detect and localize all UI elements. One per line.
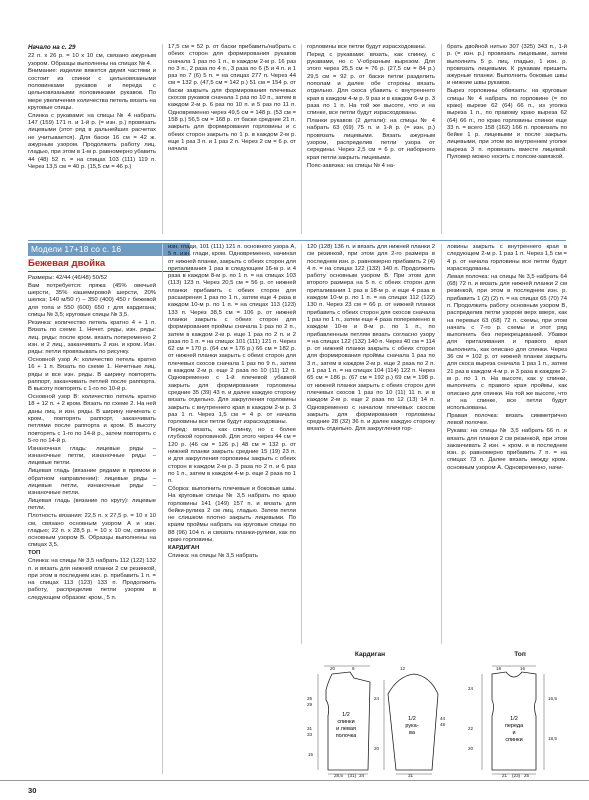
svg-text:31: 31 — [307, 726, 313, 731]
svg-text:22: 22 — [468, 726, 474, 731]
paragraph: Вам потребуется: пряжа (45% овечьей шерсти, 35% кашемировой шерсти, 20% шелка; 140 м/50 г) – 350 (400) 450 г бежевой для топа и 550 (600) 650 г для кардигана; спицы № 3,5; круговые спицы № 3,5. — [28, 282, 156, 319]
continued-label: Начало на с. 29 — [28, 44, 76, 51]
paragraph: Рукава: на спицы № 3,5 набрать 66 п. и вязать для планки 2 см резинкой, при этом заканчивать 2 изн. + кром. и в последнем изн. р. равномерно прибавить 7 п. = на спицах 73 п. Далее вязать между кром. основным узором А. Одновременно, начи- — [447, 428, 567, 471]
paragraph: Спинка: на спицы № 3,5 набрать — [168, 552, 258, 559]
svg-text:34: 34 — [359, 773, 365, 778]
svg-text:48: 48 — [440, 722, 446, 727]
top-schematic — [462, 660, 566, 778]
top-column-4 — [447, 44, 567, 162]
cardigan-sleeve-outline — [388, 674, 438, 770]
paragraph: Внимание: изделие вяжется двумя частями и состоит из спинки с цельновязаными половинками рукавов и переда с цельновязаными половинками рукавов. По мере увеличения количества петель вязать на круговые спицы. — [28, 68, 156, 111]
svg-text:спинки: спинки — [505, 737, 523, 743]
column-divider — [441, 244, 442, 644]
footer-rule — [0, 780, 589, 781]
column-divider — [301, 244, 302, 644]
paragraph: Левая полочка: на спицы № 3,5 набрать 64 (68) 72 п. и вязать для нижней планки 2 см резинкой, при этом в последнем изн. р. прибавить 1 (2) (2) п. = на спицах 65 (70) 74 п. Продолжить работу основным узором В, распределив петли узором верх вверх, как на перевых 63 (68) 72 п. схемы, при этом начать с 7-го р. схемы и этот ряд выполнить без перекрещиваний. Убавки для приталивания и правого края выполнить, как описано для спинки. Через 36 см = 102 р. от нижней планки закрыть для скоса выреза сначала 1 раз 1 п., затем 21 раз в каждом 4-м р. и 3 раза в каждом 2-м р. по 1 п. На высоте, как у спинки, выполнить с правого края проймы, как описано для спинки. На той же высоте, что и на спинке, все петли будут использованы. — [447, 273, 567, 412]
paragraph: изн. глади, 101 (111) 121 п. основного узора А, 5 п. изн. глади, кром. Одновременно, начиная от нижней планки, закрыть с обеих сторон для приталивания 1 раз в следующем 16-м р. и 4 раза в каждом 8-м р. по 1 п. = на спицах 103 (113) 123 п. Через 20,5 см = 56 р. от нижней планки прибавить с обеих сторон для расширения 1 раз по 1 п., затем еще 4 раза в каждом 10-м р. по 1 п. = на спицах 113 (123) 133 п. Через 38,5 см = 106 р. от нижней планки закрыть с обеих сторон для формирования проймы сначала 1 раз по 2 п., затем в каждом 2-м р. еще 1 раз по 2 п. и 2 раза по 1 п. = на спицах 101 (111) 121 п. Через 62 см = 170 р. (64 см = 176 р.) 66 см = 182 р. от нижней планки закрыть с обеих сторон для плечевых скосов сначала 1 раз по 9 п., затем в каждом 2-м р. еще 2 раза по 10 (11) 12 п. Одновременно с 1-й плечевой убавкой закрыть для формирования горловины средние 35 (39) 43 п. и далее каждую сторону вязать отдельно. Для закругления горловины закрыть с внутреннего края в каждом 2-м р. 3 раз 1 п. Через 1,5 см = 4 р. от начала горловины все петли будут израсходованы. — [168, 244, 296, 426]
paragraph: Размеры: 42/44 (46/48) 50/52 — [28, 275, 108, 281]
paragraph: Основной узор А: количество петель кратно 16 + 1 п. Вязать по схеме 1. Нечетные лиц. ряды и все изн. ряды. В ширину повторять раппорт, заканчивать петлей после раппорта. В высоту повторять с 1-го по 10-й р. — [28, 357, 156, 393]
paragraph: Спинка с рукавами: на спицы № 4 набрать 147 (159) 171 п. и 1-й р. (= изн. р.) провязать лицевыми (этот ряд в дальнейших расчетах не учитывается). Для баски 16 см = 42 ж. ажурным узором. Продолжить работу лиц. гладью, при этом в 1-м р. равномерно убавить 44 (48) 52 п. = на спицах 103 (111) 119 п. Через 13,5 см = 40 р. (15,5 см = 46 р.) — [28, 112, 156, 170]
column-divider — [162, 44, 163, 234]
paragraph: Перед: вязать, как спинку, но с более глубокой горловиной. Для этого через 44 см = 120 р. (46 см = 126 р.) 48 см = 132 р. от нижней планки закрыть средние 15 (19) 23 п. и для закругления горловины закрыть с обеих сторон в каждом 2-м р. 3 раза по 2 п. и 6 раз по 1 п., затем в каждом 4-м р. еще 2 раза по 1 п. — [168, 427, 296, 485]
paragraph: Вырез горловины обвязать: на круговые спицы № 4 набрать по горловине (= по краю) вырезе 62 (64) 66 п., из уголка выреза 1 п., по правому краю выреза 62 (64) 66 п., по краю горловины спинки еще 33 п. = всего 158 (162) 166 п. провязать по бейке 1 р. лицевыми и после закрыть лицевыми, при этом во внутреннем уголке выреза 3 п. провязать вместе лицевой. Пуловер можно носить с поясом-завязкой. — [447, 88, 567, 161]
paragraph: Спинка: на спицы № 3,5 набрать 112 (122) 132 п. и вязать для нижней планки 2 см резинкой, при этом в последнем изн. р. прибавить 1 п. = на спицах 113 (123) 133 п. Продолжить работу, распределив петли узором в следующем образом: кром., 5 п. — [28, 558, 156, 601]
svg-text:и: и — [512, 730, 516, 736]
svg-text:31: 31 — [408, 773, 414, 778]
paragraph: Резинка: количество петель кратно 4 + 1 п. Вязать по схеме 1. Нечет. ряды, изн. ряды: лиц. ряды: после кром. вязать попеременно 2 изн. и 2 лиц., заканчивать 2 изн. и кром. Изн. ряды: петли провязывать по рисунку. — [28, 319, 156, 356]
top-schematic-svg — [462, 660, 566, 778]
title-underline — [28, 271, 190, 272]
svg-text:29: 29 — [307, 702, 313, 707]
paragraph: Правая полочка: вязать симметрично левой полочке. — [447, 413, 567, 427]
paragraph: Планки рукавов (2 детали): на спицы № 4 набрать 63 (69) 75 п. и 1-й р. (= изн. р.) провязать лицевыми. Вязать ажурным узором, распределив петли узора от середины. Через 2,5 см = 6 р. от наборного края петли закрыть лицевыми. — [307, 118, 435, 161]
section-title: Бежевая двойка — [28, 258, 106, 269]
svg-text:16: 16 — [520, 666, 526, 671]
svg-text:21: 21 — [502, 773, 508, 778]
svg-text:20: 20 — [374, 746, 380, 751]
svg-text:18: 18 — [496, 666, 502, 671]
svg-text:15: 15 — [308, 752, 314, 757]
svg-text:и левая: и левая — [336, 726, 356, 732]
paragraph: 17,5 см = 52 р. от баски прибавить/набрать с обеих сторон для формирования рукавов сначала 1 раз по 1 п., в каждом 2-м р. 16 раз по 3 п., 2 раза по 4 п., 3 раза по 6 (5 и 4 п. и 1 раз по 7 (6) 5 п. = на спицах 277 п. Через 44 см = 132 р. (47,5 см = 142 р.) 51 см = 154 р. от баски закрыть для формирования плечевых скосов рукавов сначала 1 раз по 10 п., затем в каждом 2-м р. 6 раз по 10 п. и 5 раз по 11 п. Одновременно через 49,5 см = 148 р. (53 см = 158 р.) 56,5 см = 168 р. от баски средние 21 п. закрыть для формирования горловины и с обеих сторон закрыть по 1 р. в каждом 2-м р. еще 1 раз 3 п. и 1 раз 2 п. Через 2 см = 6 р. от начала — [168, 44, 296, 153]
paragraph: Лицевая гладь (вязание рядами в прямом и обратном направлении): лицевые ряды – лицевые петли, изнаночные ряды – изнаночные петли. — [28, 468, 156, 497]
svg-text:рука-: рука- — [405, 723, 419, 729]
section-separator — [28, 240, 566, 241]
bottom-column-3 — [307, 244, 435, 434]
subheading: ТОП — [28, 550, 41, 557]
svg-text:1/2: 1/2 — [408, 716, 416, 722]
paragraph: Перед с рукавами: вязать, как спинку, с рукавами, но с V-образным вырезом. Для этого через 25,5 см = 76 р. (27,5 см = 84 р.) 29,5 см = 92 р. от баски петли разделить пополам и далее обе стороны вязать отдельно. Для скоса убавить с внутреннего края в каждом 4-м р. 9 раз и в каждом 6-м р. 3 раза по 1 п. На той же высоте, что и на спинке, все петли будут израсходованы. — [307, 51, 435, 117]
paragraph: Пояс-завязка: на спицы № 4 на- — [307, 162, 395, 169]
paragraph: 22 п. х 26 р. = 10 х 10 см, связано ажурным узором. Образцы выполнены на спицах № 4. — [28, 53, 156, 67]
svg-text:33: 33 — [307, 732, 313, 737]
section-label: Модели 17+18 со с. 16 — [28, 243, 190, 256]
svg-text:полочка: полочка — [335, 733, 357, 739]
paragraph: брать двойной нитью 307 (325) 343 п., 1-й р. (= изн. р.) провязать лицевыми, затем выполнить 5 р. лиц. гладью, 1 изн. р. провязать лицевыми. К рукавам пришить ажурные планки. Выполнить боковые швы и нижние швы рукавов. — [447, 44, 567, 87]
svg-text:25: 25 — [524, 773, 530, 778]
top-column-2 — [168, 44, 296, 154]
svg-text:6: 6 — [352, 666, 355, 671]
cardigan-diagram-title: Кардиган — [354, 651, 386, 658]
paragraph: горловины все петли будут израсходованы. — [307, 44, 427, 50]
cardigan-schematic — [304, 660, 452, 778]
paragraph: Плотность вязания: 22,5 п. х 27,5 р. = 10 х 10 см, связано основным узором А и изн. гладью; 22 п. х 28,5 р. = 10 х 10 см, связано основным узором В. Образцы выполнены на спицах 3,5. — [28, 513, 156, 549]
svg-text:44: 44 — [440, 716, 446, 721]
column-divider — [301, 44, 302, 234]
svg-text:18,5: 18,5 — [548, 736, 557, 741]
paragraph: ловины закрыть с внутреннего края в следующем 2-м р. 1 раз 1 п. Через 1,5 см = 4 р. от начала горловины все петли будут израсходованы. — [447, 244, 567, 272]
svg-text:24: 24 — [468, 686, 474, 691]
paragraph: 120 (128) 136 п. и вязать для нижней планки 2 см резинкой, при этом для 2-го размера в последнем изн. р. равномерно прибавить 2 (4) 4 п. = на спицах 122 (132) 140 п. Продолжить работу основным узором В. При этом для второго размера на 5 п. с обеих сторон для приталивания 1 раз в 18-м р. и еще 4 раза в каждом 10-м р. по 1 п. = на спицах 112 (122) 130 п. Через 23 см = 66 р. от нижней планки прибавить с обеих сторон для скосов сначала 1 раз по 1 п., затем еще 4 раза попеременно в каждом 10-м и 8-м р. по 1 п., по прибавленным петлям вязать согласно узору = на спицах 122 (132) 140 п. Через 40 см = 114 р. от нижней планки закрыть с обеих сторон для формирования проймы сначала 1 раз по 3 п., затем в каждом 2-м р. еще 2 раза по 2 п. и 1 раз 1 п. = на спицах 104 (114) 122 п. Через 65 см = 186 р. (67 см = 192 р.) 69 см = 198 р. от нижней планки закрыть с обеих сторон для плечевых скосов 1 раз по 10 (11) 11 п. и в каждом 2-м р. еще 2 раза по 12 (13) 14 п. Одновременно с началом плечевых скосов закрыть для формирования горловины средние 28 (32) 36 п. и далее каждую сторону вязать отдельно. Для закругления гор- — [307, 244, 435, 433]
svg-text:спинки: спинки — [337, 719, 355, 725]
svg-text:(31): (31) — [348, 773, 357, 778]
paragraph: Основной узор В: количество петель кратно 18 + 12 п. + 2 кром. Вязать по схеме 2. На ней даны лиц. и изн. ряды. В ширину начинать с кром., повторять раппорт, заканчивать петлями после раппорта и кром. В высоту повторять с 1-го по 14-й р., затем повторять с 5-го по 14-й р. — [28, 394, 156, 444]
page-number: 30 — [28, 786, 37, 795]
svg-text:12: 12 — [400, 666, 406, 671]
top-column-1 — [28, 44, 156, 172]
svg-text:16,5: 16,5 — [548, 696, 557, 701]
column-divider — [162, 244, 163, 774]
svg-text:28,5: 28,5 — [334, 773, 343, 778]
top-diagram-title: Топ — [514, 651, 526, 658]
paragraph: Лицевая гладь (вязание по кругу): лицевые петли. — [28, 498, 156, 512]
bottom-column-4 — [447, 244, 567, 473]
bottom-column-2 — [168, 244, 296, 561]
top-column-3 — [307, 44, 435, 170]
svg-text:(23): (23) — [512, 773, 521, 778]
cardigan-schematic-svg — [304, 660, 452, 778]
svg-text:ва: ва — [409, 730, 415, 736]
svg-text:20: 20 — [468, 746, 474, 751]
svg-text:1/2: 1/2 — [510, 716, 518, 722]
bottom-column-1 — [28, 275, 156, 603]
svg-text:переда: переда — [504, 723, 524, 729]
cardigan-body-label: 1/2 — [342, 712, 350, 718]
svg-text:26: 26 — [307, 696, 313, 701]
subheading: КАРДИГАН — [168, 544, 200, 551]
svg-text:24: 24 — [374, 696, 380, 701]
paragraph: Сборка: выполнить плечевые и боковые швы. На круговые спицы № 3,5 набрать по краю горловины 141 (149) 157 п. и вязать для бейки-рулика 2 см лиц. гладью. Затем петли не слишком плотно закрыть лицевыми. По краям проймы набрать на круговые спицы по 88 (96) 104 п. и связать планки-рулики, как по краю горловины. — [168, 485, 296, 544]
column-divider — [441, 44, 442, 234]
svg-text:20: 20 — [330, 666, 336, 671]
paragraph: Изнаночная гладь: лицевые ряды – изнаночные петли, изнаночные ряды – лицевые петли. — [28, 445, 156, 467]
